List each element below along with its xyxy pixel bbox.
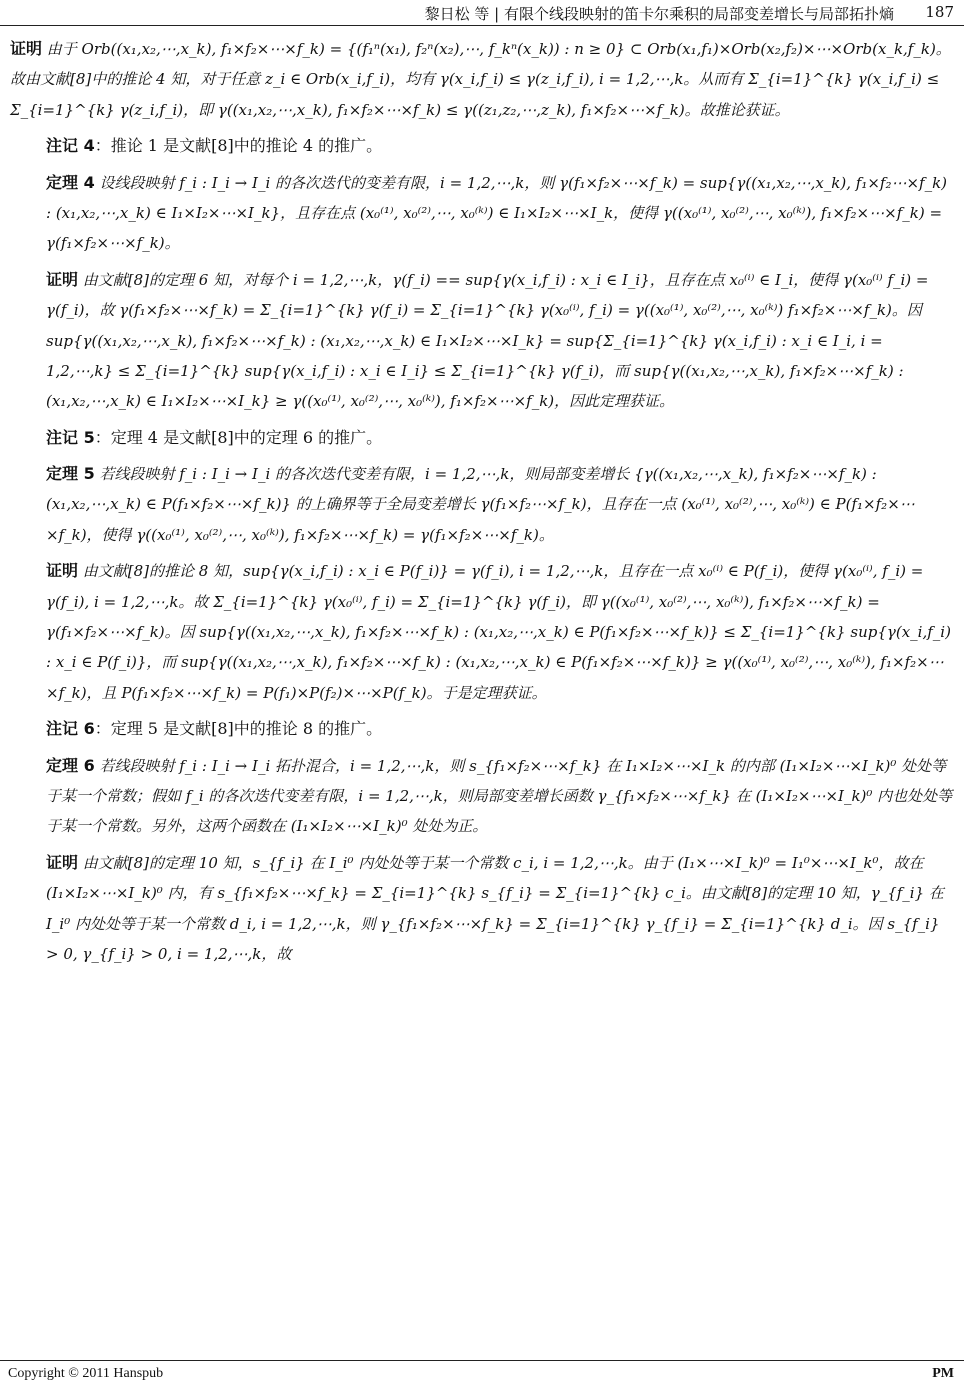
page-body (10, 34, 954, 975)
block-text: 若线段映射 f_i : I_i → I_i 拓扑混合，i = 1,2,⋯,k，则 s_{f₁×f₂×⋯×f_k} 在 I₁×I₂×⋯×I_k 的内部 (I₁×I₂×⋯×I_k)⁰ 处处等于某一个常数；假如 f_i 的各次迭代变差有限，i = 1,2,⋯,k，则局部变差增长函数 γ_{f₁×f₂×⋯×f_k} 在 (I₁×I₂×⋯×I_k)⁰ 内也处处等于某一个常数。另外，这两个函数在 (I₁×I₂×⋯×I_k)⁰ 处处为正。 (46, 756, 953, 836)
block-text: ：定理 4 是文献[8]中的定理 6 的推广。 (94, 427, 383, 447)
block-label: 证明 (46, 269, 79, 289)
corollary-proof-paragraph (10, 34, 954, 125)
block-text: ：定理 5 是文献[8]中的推论 8 的推广。 (94, 719, 383, 739)
block-label: 定理 6 (46, 755, 95, 775)
theorem-4-proof (10, 265, 954, 417)
block-text: 由文献[8]的定理 10 知，s_{f_i} 在 I_i⁰ 内处处等于某一个常数 c_i, i = 1,2,⋯,k。由于 (I₁×⋯×I_k)⁰ = I₁⁰×⋯×I_k⁰，故在 (I₁×I₂×⋯×I_k)⁰ 内，有 s_{f₁×f₂×⋯×f_k} = Σ_{i=1}^{k} s_{f_i} = Σ_{i=1}^{k} c_i。由文献[8]的定理 10 知，γ_{f_i} 在 I_i⁰ 内处处等于某一个常数 d_i, i = 1,2,⋯,k，则 γ_{f₁×f₂×⋯×f_k} = Σ_{i=1}^{k} γ_{f_i} = Σ_{i=1}^{k} d_i。因 s_{f_i} > 0, γ_{f_i} > 0, i = 1,2,⋯,k，故 (46, 853, 944, 963)
block-label: 证明 (46, 561, 79, 581)
block-label: 定理 5 (46, 464, 95, 484)
theorem-5-proof (10, 556, 954, 708)
block-label: 注记 4 (46, 136, 95, 156)
block-label: 注记 5 (46, 427, 95, 447)
remark-5 (10, 423, 954, 453)
remark-4 (10, 131, 954, 161)
remark-6 (10, 714, 954, 744)
theorem-6-proof (10, 848, 954, 970)
journal-code: PM (932, 1366, 954, 1381)
theorem-4 (10, 168, 954, 259)
block-text: 设线段映射 f_i : I_i → I_i 的各次迭代的变差有限，i = 1,2,⋯,k，则 γ(f₁×f₂×⋯×f_k) = sup{γ((x₁,x₂,⋯,x_k), f₁×f₂⋯×f_k) : (x₁,x₂,⋯,x_k) ∈ I₁×I₂×⋯×I_k}，且存在点 (x₀⁽¹⁾, x₀⁽²⁾,⋯, x₀⁽ᵏ⁾) ∈ I₁×I₂×⋯×I_k，使得 γ((x₀⁽¹⁾, x₀⁽²⁾,⋯, x₀⁽ᵏ⁾), f₁×f₂×⋯×f_k) = γ(f₁×f₂×⋯×f_k)。 (46, 173, 948, 253)
page-footer (0, 1360, 964, 1386)
block-text: ：推论 1 是文献[8]中的推论 4 的推广。 (94, 136, 383, 156)
block-text: 由于 Orb((x₁,x₂,⋯,x_k), f₁×f₂×⋯×f_k) = {(f₁ⁿ(x₁), f₂ⁿ(x₂),⋯, f_kⁿ(x_k)) : n ≥ 0} ⊂ Orb(x₁,f₁)×Orb(x₂,f₂)×⋯×Orb(x_k,f_k)。故由文献[8]中的推论 4 知，对于任意 z_i ∈ Orb(x_i,f_i)，均有 γ(x_i,f_i) ≤ γ(z_i,f_i), i = 1,2,⋯,k。从而有 Σ_{i=1}^{k} γ(x_i,f_i) ≤ Σ_{i=1}^{k} γ(z_i,f_i)，即 γ((x₁,x₂,⋯,x_k), f₁×f₂×⋯×f_k) ≤ γ((z₁,z₂,⋯,z_k), f₁×f₂×⋯×f_k)。故推论获证。 (10, 40, 951, 119)
block-text: 由文献[8]的推论 8 知，sup{γ(x_i,f_i) : x_i ∈ P(f_i)} = γ(f_i), i = 1,2,⋯,k，且存在一点 x₀⁽ⁱ⁾ ∈ P(f_i)，使得 γ(x₀⁽ⁱ⁾, f_i) = γ(f_i), i = 1,2,⋯,k。故 Σ_{i=1}^{k} γ(x₀⁽ⁱ⁾, f_i) = Σ_{i=1}^{k} γ(f_i)，即 γ((x₀⁽¹⁾, x₀⁽²⁾,⋯, x₀⁽ᵏ⁾), f₁×f₂×⋯×f_k) = γ(f₁×f₂×⋯×f_k)。因 sup{γ((x₁,x₂,⋯,x_k), f₁×f₂×⋯×f_k) : (x₁,x₂,⋯,x_k) ∈ P(f₁×f₂×⋯×f_k)} ≤ Σ_{i=1}^{k} sup{γ(x_i,f_i) : x_i ∈ P(f_i)}，而 sup{γ((x₁,x₂,⋯,x_k), f₁×f₂×⋯×f_k) : (x₁,x₂,⋯,x_k) ∈ P(f₁×f₂×⋯×f_k)} ≥ γ((x₀⁽¹⁾, x₀⁽²⁾,⋯, x₀⁽ᵏ⁾), f₁×f₂×⋯×f_k)，且 P(f₁×f₂×⋯×f_k) = P(f₁)×P(f₂)×⋯×P(f_k)。于是定理获证。 (46, 562, 951, 702)
theorem-5 (10, 459, 954, 550)
page-number: 187 (925, 3, 954, 21)
block-label: 注记 6 (46, 719, 95, 739)
copyright-notice: Copyright © 2011 Hanspub (8, 1366, 164, 1381)
block-label: 证明 (10, 39, 43, 58)
block-label: 定理 4 (46, 172, 95, 192)
page-header (0, 0, 964, 26)
theorem-6 (10, 751, 954, 842)
block-label: 证明 (46, 852, 79, 872)
running-title: 黎日松 等 | 有限个线段映射的笛卡尔乘积的局部变差增长与局部拓扑熵 (424, 5, 894, 23)
block-text: 若线段映射 f_i : I_i → I_i 的各次迭代变差有限，i = 1,2,⋯,k，则局部变差增长 {γ((x₁,x₂,⋯,x_k), f₁×f₂×⋯×f_k) : (x₁,x₂,⋯,x_k) ∈ P(f₁×f₂×⋯×f_k)} 的上确界等于全局变差增长 γ(f₁×f₂⋯×f_k)，且存在一点 (x₀⁽¹⁾, x₀⁽²⁾,⋯, x₀⁽ᵏ⁾) ∈ P(f₁×f₂×⋯×f_k)，使得 γ((x₀⁽¹⁾, x₀⁽²⁾,⋯, x₀⁽ᵏ⁾), f₁×f₂×⋯×f_k) = γ(f₁×f₂×⋯×f_k)。 (46, 465, 915, 544)
block-text: 由文献[8]的定理 6 知，对每个 i = 1,2,⋯,k，γ(f_i) == sup{γ(x_i,f_i) : x_i ∈ I_i}，且存在点 x₀⁽ⁱ⁾ ∈ I_i，使得 γ(x₀⁽ⁱ⁾ f_i) = γ(f_i)，故 γ(f₁×f₂×⋯×f_k) = Σ_{i=1}^{k} γ(f_i) = Σ_{i=1}^{k} γ(x₀⁽ⁱ⁾, f_i) = γ((x₀⁽¹⁾, x₀⁽²⁾,⋯, x₀⁽ᵏ⁾) f₁×f₂×⋯×f_k)。因 sup{γ((x₁,x₂,⋯,x_k), f₁×f₂×⋯×f_k) : (x₁,x₂,⋯,x_k) ∈ I₁×I₂×⋯×I_k} = sup{Σ_{i=1}^{k} γ(x_i,f_i) : x_i ∈ I_i, i = 1,2,⋯,k} ≤ Σ_{i=1}^{k} sup{γ(x_i,f_i) : x_i ∈ I_i} ≤ Σ_{i=1}^{k} γ(f_i)，而 sup{γ((x₁,x₂,⋯,x_k), f₁×f₂×⋯×f_k) : (x₁,x₂,⋯,x_k) ∈ I₁×I₂×⋯×I_k} ≥ γ((x₀⁽¹⁾, x₀⁽²⁾,⋯, x₀⁽ᵏ⁾), f₁×f₂×⋯×f_k)，因此定理获证。 (46, 270, 929, 411)
